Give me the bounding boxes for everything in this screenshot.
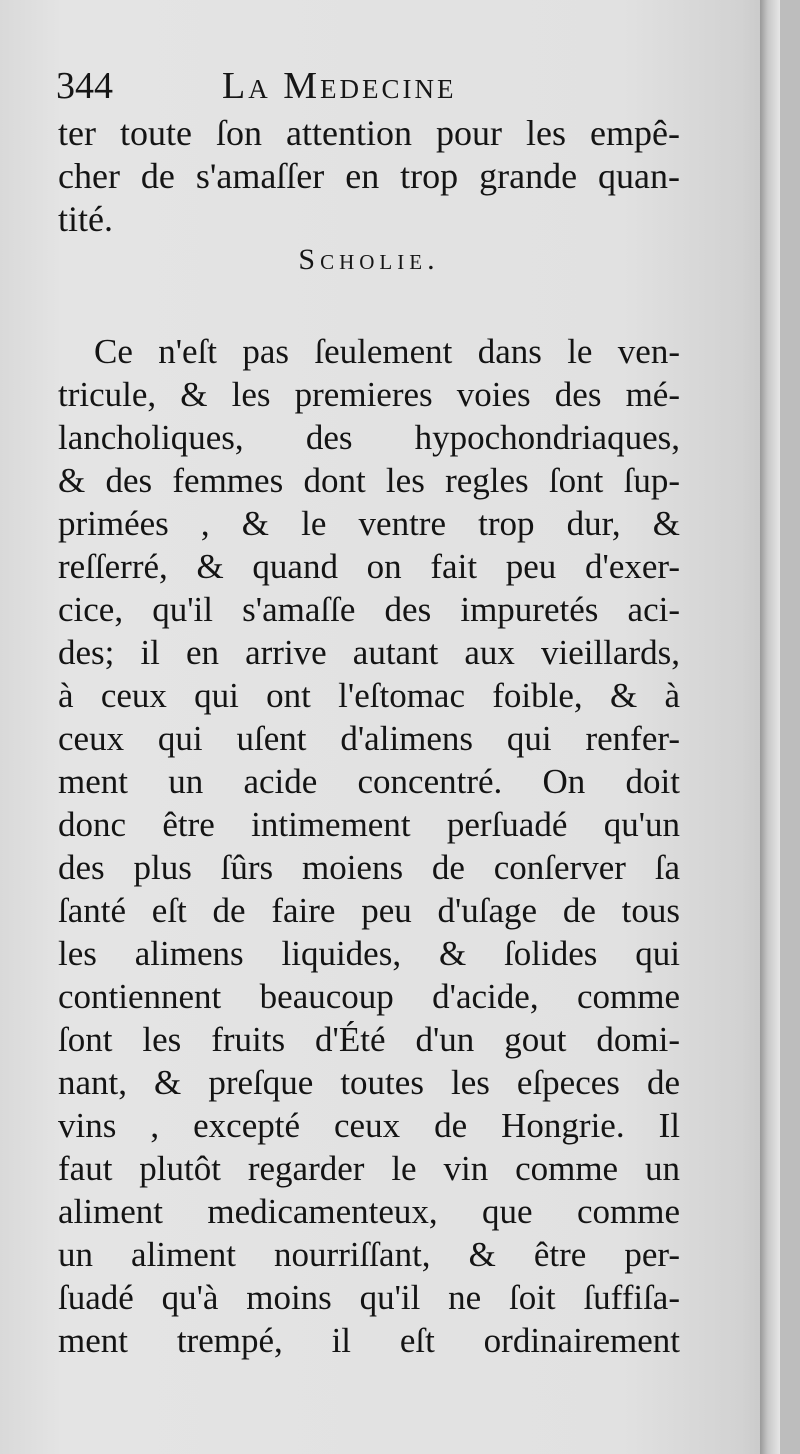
text-line: les alimens liquides, & ſolides qui: [58, 934, 680, 973]
text-line: des plus ſûrs moiens de conſerver ſa: [58, 848, 680, 887]
text-line: donc être intimement perſuadé qu'un: [58, 805, 680, 844]
text-line: ter toute ſon attention pour les empê-: [58, 113, 680, 153]
text-line: cher de s'amaſſer en trop grande quan-: [58, 156, 680, 196]
text-line: ſanté eſt de faire peu d'uſage de tous: [58, 891, 680, 930]
text-line: des; il en arrive autant aux vieillards,: [58, 633, 680, 672]
text-line: lancholiques, des hypochondriaques,: [58, 418, 680, 457]
text-line: tricule, & les premieres voies des mé-: [58, 375, 680, 414]
text-line: contiennent beaucoup d'acide, comme: [58, 977, 680, 1016]
text-line: ment un acide concentré. On doit: [58, 762, 680, 801]
section-heading: Scholie.: [298, 243, 440, 276]
scholie-paragraph: [58, 330, 680, 1362]
text-line: & des femmes dont les regles ſont ſup-: [58, 461, 680, 500]
text-line: primées , & le ventre trop dur, &: [58, 504, 680, 543]
text-line: ſuadé qu'à moins qu'il ne ſoit ſuffiſa-: [58, 1278, 680, 1317]
running-head: [56, 62, 676, 112]
text-line: Ce n'eſt pas ſeulement dans le ven-: [94, 332, 680, 371]
text-line: nant, & preſque toutes les eſpeces de: [58, 1063, 680, 1102]
running-title: La Medecine: [222, 65, 457, 107]
text-line: cice, qu'il s'amaſſe des impuretés aci-: [58, 590, 680, 629]
page-number: 344: [56, 65, 113, 107]
text-line: à ceux qui ont l'eſtomac foible, & à: [58, 676, 680, 715]
text-line: vins , excepté ceux de Hongrie. Il: [58, 1106, 680, 1145]
text-line: ceux qui uſent d'alimens qui renfer-: [58, 719, 680, 758]
text-line: faut plutôt regarder le vin comme un: [58, 1149, 680, 1188]
text-line: ſont les fruits d'Été d'un gout domi-: [58, 1020, 680, 1059]
text-line: un aliment nourriſſant, & être per-: [58, 1235, 680, 1274]
text-block: [58, 112, 680, 1360]
page-edge-shadow: [760, 0, 780, 1454]
text-line: ment trempé, il eſt ordinairement: [58, 1321, 680, 1360]
text-line: reſſerré, & quand on fait peu d'exer-: [58, 547, 680, 586]
text-line: tité.: [58, 199, 113, 239]
text-line: aliment medicamenteux, que comme: [58, 1192, 680, 1231]
